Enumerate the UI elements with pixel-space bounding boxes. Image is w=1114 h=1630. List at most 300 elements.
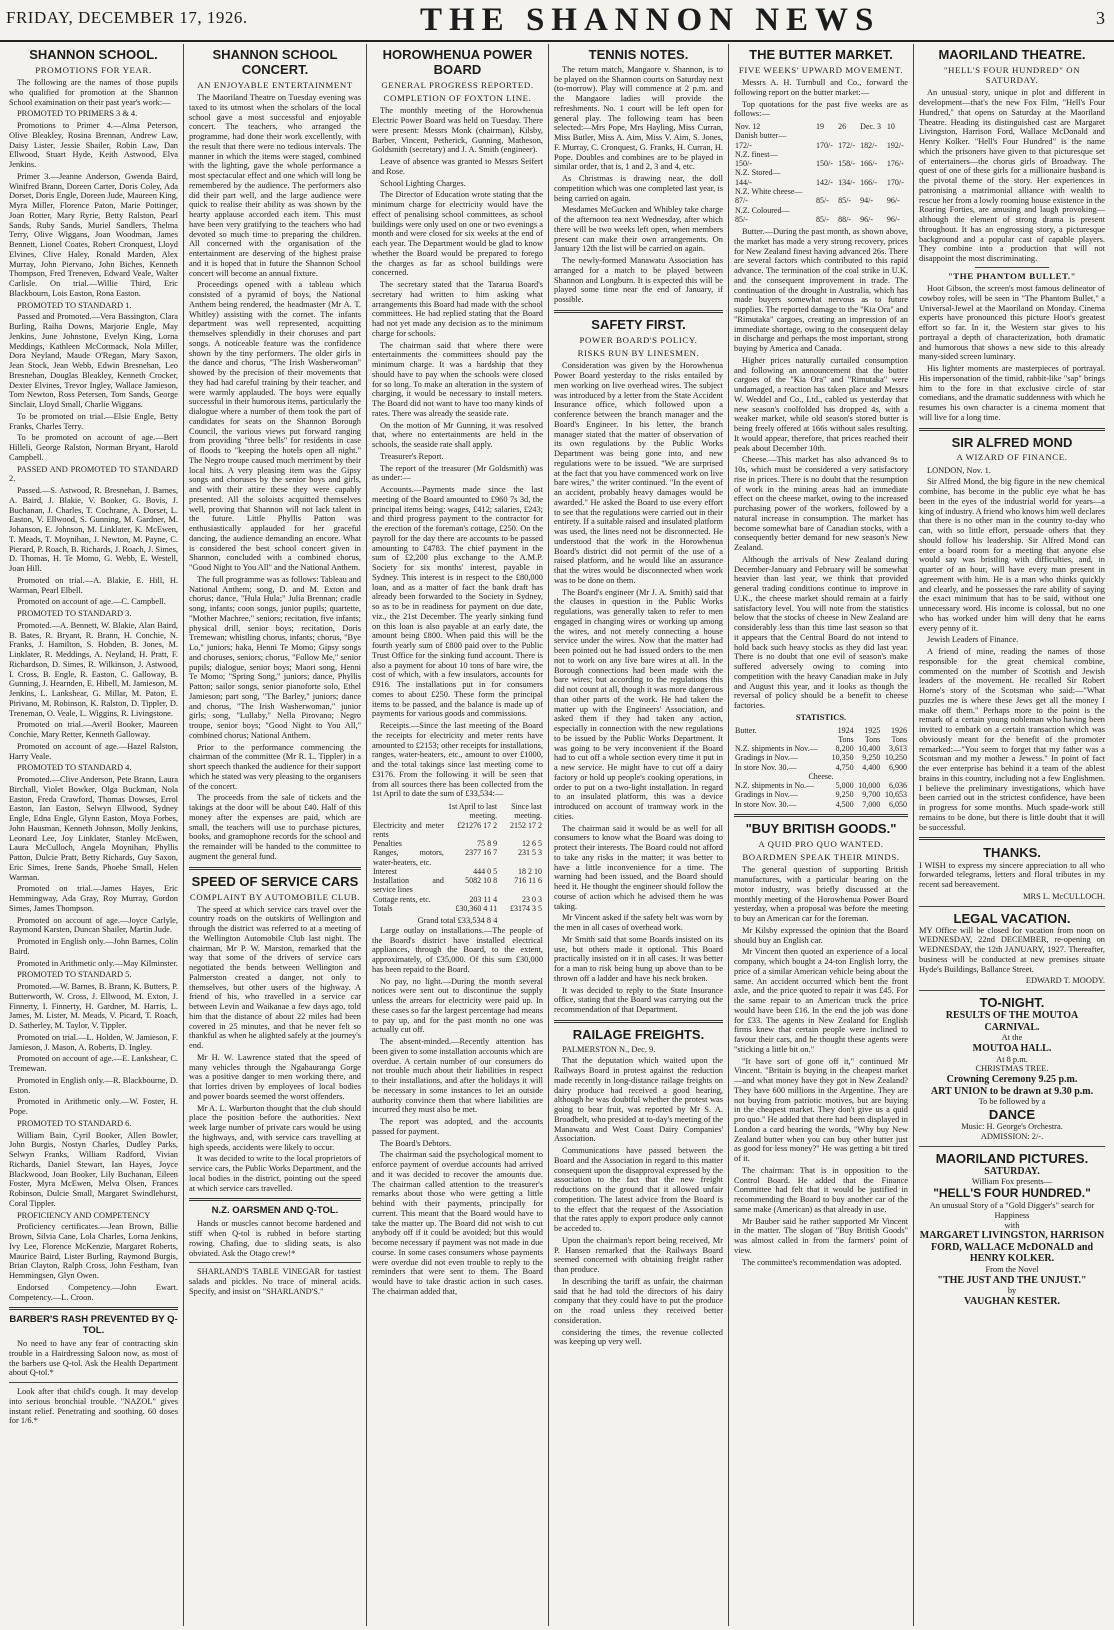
table-row	[734, 753, 908, 762]
table-cell	[886, 168, 908, 177]
table-cell: Danish butter—	[735, 131, 787, 141]
table-row	[372, 904, 543, 913]
ad-line: ART UNION to be drawn at 9.30 p.m.	[930, 1085, 1094, 1097]
ad-line: At the	[1001, 1033, 1023, 1043]
paragraph: Promoted on trial.—L. Holden, W. Jamieson, F. Jamieson, J. Mason, A. Roberts, D. Ingley.	[9, 1032, 178, 1052]
paragraph: Endorsed Competency.—John Ewart. Competency.—L. Croon.	[9, 1282, 178, 1302]
table-cell: N.Z. White cheese—	[735, 187, 803, 196]
table-cell	[837, 168, 859, 177]
column-1	[4, 44, 184, 1626]
ad-line: "THE JUST AND THE UNJUST."	[937, 1274, 1087, 1286]
article-body	[372, 106, 543, 799]
paragraph: Higher prices naturally curtailed consumption and following an announcement that the butter cargoes of the "Kia Ora" and "Rimutaka" were undamaged, a reaction has taken place and Messrs W. Weddel and Co., Ltd., cabled us yesterday that new season's coolfolded has dropped 4s, with a weaker market, while old season's stored butter is being freely offered at 166s without sales resulting. It would appear, therefore, that prices reached their peak about December 10th.	[734, 355, 908, 453]
article-subhead: BOARDMEN SPEAK THEIR MINDS.	[742, 852, 900, 863]
paragraph: Promoted in English only.—R. Blackbourne, D. Eston.	[9, 1075, 178, 1095]
column-5	[729, 44, 914, 1626]
ad-line: with	[1004, 1220, 1020, 1230]
article-headline: "BUY BRITISH GOODS."	[745, 820, 897, 836]
table-cell	[734, 735, 828, 744]
table-cell: Electricity and meter rents	[373, 820, 444, 839]
column-3	[367, 44, 549, 1626]
table-row	[734, 800, 908, 809]
table-header: 1st April to last meeting.	[447, 802, 498, 821]
table-cell	[815, 150, 837, 159]
ad-line: MARGARET LIVINGSTON, HARRISON FORD, WALLACE McDONALD and HENRY KOLKER.	[919, 1230, 1105, 1265]
table-cell	[886, 131, 908, 140]
table-cell: 134/-	[838, 177, 855, 187]
paragraph: Promoted on trial.—James Hayes, Eric Hemmingway, Ada Gray, Roy Murray, Gordon Simes, James Thompson.	[9, 884, 178, 913]
paragraph: Treasurer's Report.	[380, 451, 444, 461]
article-body	[734, 227, 908, 711]
paragraph: PROMOTED TO STANDARD 6.	[17, 1118, 132, 1128]
table-header: Dec. 3	[860, 122, 882, 132]
article-headline: RAILAGE FREIGHTS.	[572, 1026, 705, 1042]
paragraph: PROMOTED TO PRIMERS 3 & 4.	[17, 109, 138, 119]
table-cell	[837, 150, 859, 159]
paragraph: Hoot Gibson, the screen's most famous delineator of cowboy roles, will be seen in "The Phantom Bullet," a Universal-Jewel at the Maoriland on Monday. Cinema experts have pronounced this picture Hoot's greatest effort so far. In it, the Western star gives to his portrayal a depth of characterization, both dramatic and humorous that shows a new side to this already many-sided screen luminary.	[919, 284, 1105, 362]
paragraph: Promoted in Arithmetic only.—May Kilminster.	[17, 958, 178, 968]
divider	[189, 867, 361, 870]
stats-table	[734, 726, 908, 809]
table-row	[734, 159, 908, 168]
article-subhead: AN ENJOYABLE ENTERTAINMENT	[197, 79, 353, 90]
table-cell: 5082 10 8	[465, 876, 498, 886]
table-cell	[837, 131, 859, 140]
butter-quotes-table	[734, 122, 908, 224]
table-cell: 87/-	[735, 196, 748, 206]
table-cell: 182/-	[860, 140, 878, 150]
table-cell: 166/-	[860, 177, 878, 187]
table-cell: N.Z. shipments in Nov.—	[735, 744, 818, 754]
table-header: Since last meeting.	[511, 802, 542, 821]
paragraph: The report of the treasurer (Mr Goldsmith) was as under:—	[372, 463, 543, 483]
article-subhead: COMPLAINT BY AUTOMOBILE CLUB.	[189, 891, 361, 902]
table-cell	[859, 150, 886, 159]
table-header: Tons	[864, 734, 881, 744]
table-header-row	[734, 122, 908, 131]
paragraph: Proceedings opened with a tableau which consisted of a pyramid of boys, the National Anthem being rendered, the headmaster (Mr A. T. Whitley) assisting with the cornet. The infants department was well represented, acquitting themselves splendidly in their choruses and part songs. A noticeable feature was the confidence shown by the tiny performers. The older girls in the dance and chorus, "The Irish Washerwoman" showed by the precision of their movements that they had had careful training by their teacher, and were warmly applauded. The boys were equally successful in their humorous items, particularly the dialogue where a number of them took the part of candidates for seats on the Shannon Borough Council, the various views put forward ranging from providing "three bells" for residents in case of floods to "keeping the hotels open all night." The Negro troupe caused much merriment by their local hits. A very pleasing item was the Gipsy songs and choruses by the senior boys and girls, and with their attire these they were capably presented. All the soloists acquitted themselves well, proving that Shannon will not lack talent in the future. Little Phyllis Patton was enthusiastically applauded for her graceful dancing, the audience demanding an encore. What is considered the best school concert given in Shannon, concluded with a combined chorus, "Good Night to You All" and the National Anthem.	[189, 280, 361, 573]
paragraph: LONDON, Nov. 1.	[927, 465, 991, 475]
table-cell: 9,250	[835, 790, 854, 800]
article-body	[734, 865, 908, 1267]
table-cell: 85/-	[735, 214, 748, 224]
paragraph: Promotions to Primer 4.—Alma Peterson, Olive Bleakley, Rosina Brennan, Andrew Law, Daisy Lister, Jessie Shailer, Robin Law, Dan Ellwood, Stuart Hyde, Keith Astwood, Elva Jenkins.	[9, 121, 178, 170]
ad-line: Music: H. George's Orchestra.	[961, 1122, 1063, 1132]
ad-line: RESULTS OF THE MOUTOA CARNIVAL.	[945, 1010, 1079, 1033]
article-body	[554, 1045, 723, 1326]
table-row	[734, 141, 908, 150]
table-row	[372, 895, 543, 904]
article-subhead: PROMOTIONS FOR YEAR.	[35, 64, 152, 75]
article-body	[372, 926, 543, 1297]
table-cell	[837, 187, 859, 196]
paragraph: The newly-formed Manawatu Association has arranged for a match to be played between Shannon and Longburn. It is expected this will be played some time near the end of January, if possible.	[554, 256, 723, 305]
article-subhead: A WIZARD OF FINANCE.	[956, 452, 1068, 463]
table-cell	[837, 206, 859, 215]
divider	[919, 1146, 1105, 1147]
paragraph: The following are the names of those pupils who qualified for promotion at the Shannon School examination on their past year's work:—	[9, 78, 178, 107]
article-headline: MAORILAND THEATRE.	[938, 47, 1086, 62]
article-headline: SAFETY FIRST.	[591, 316, 686, 332]
paragraph: As Christmas is drawing near, the doll competition which was one completed last year, is being carried on again.	[554, 174, 723, 203]
ad-line: From the Novel	[985, 1265, 1039, 1275]
pictures-ad	[919, 1151, 1105, 1308]
paragraph: It was decided to write to the local proprietors of service cars, the Public Works Department, and the local bodies in the district, pointing out the speed at which service cars travelled.	[189, 1154, 361, 1193]
table-cell: 9,700	[862, 790, 881, 800]
paragraph: PASSED AND PROMOTED TO STANDARD 2.	[9, 464, 178, 484]
table-row	[372, 839, 543, 848]
article-body	[919, 284, 1105, 423]
carnival-ad	[919, 995, 1105, 1142]
table-cell	[859, 131, 886, 140]
table-cell: 96/-	[886, 196, 900, 206]
ad-headline: BARBER'S RASH PREVENTED BY Q-TOL.	[9, 1314, 178, 1337]
table-cell: £21276 17 2	[457, 820, 498, 830]
paragraph: Mr A. L. Warburton thought that the club should place the position before the authorities. Next week large number of private cars would be using the highways, and, with service cars travelling at high speeds, accidents were likely to occur.	[189, 1103, 361, 1152]
table-cell: 150/-	[816, 159, 833, 169]
article-subhead: RISKS RUN BY LINESMEN.	[577, 348, 700, 359]
notice-headline: LEGAL VACATION.	[953, 910, 1071, 926]
paragraph: The Director of Education wrote stating that the minimum charge for electricity would have the effect of penalising school committees, as school buildings were only used on one or two evenings a month and were closed for six weeks at the end of each year. The Department would be glad to know whether the Board would be prepared to forego the charges as far as school buildings were concerned.	[372, 190, 543, 278]
paragraph: The monthly meeting of the Horowhenua Electric Power Board was held on Tuesday. There were present: Messrs Monk (chairman), Kilsby, Barber, Vincent, Petherick, Gunning, Matheson, Goldsmith (secretary) and J. A. Smith (engineer).	[372, 106, 543, 155]
article-headline: SPEED OF SERVICE CARS	[191, 873, 359, 889]
table-cell: 23 0 3	[522, 894, 542, 904]
paragraph: Passed and Promoted.—Vera Bassington, Clara Burling, Raiha Downs, Marjorie Engle, May Jenkins, June Johnstone, Evelyn King, Lorna Meddings, Kathleen McCormack, Nola Miller, Dora Neyland, Maude O'Regan, Mary Saxon, Jean Stock, Jean Webb, Edwin Bresnehan, Leo Bresnehan, Douglas Bleakley, Kenneth Crocker, Dexter Elvines, Trevor Ingley, Wallace Jamieson, Tom Newton, Ross Petersen, Tom Sands, George Sinclair, Lloyd Small, Charlie Wiggans.	[9, 312, 178, 410]
paragraph: Mr Bauber said he rather supported Mr Vincent in the matter. The slogan of "Buy British Goods" was almost called in from the farmers' point of view.	[734, 1216, 908, 1255]
table-cell: Ranges, motors, water-heaters, etc.	[373, 848, 444, 867]
table-cell: 75 8 9	[477, 839, 498, 849]
ad-line: DANCE	[988, 1107, 1036, 1123]
paragraph: To be promoted on trial.—Elsie Engle, Betty Franks, Charles Terry.	[9, 411, 178, 431]
table-row	[734, 206, 908, 215]
table-cell: N.Z. finest—	[735, 149, 778, 159]
table-cell: 170/-	[886, 177, 904, 187]
article-subhead: "HELL'S FOUR HUNDRED" ON SATURDAY.	[943, 64, 1081, 86]
table-body	[372, 821, 543, 914]
article-body	[734, 78, 908, 119]
table-cell: 10,653	[885, 790, 907, 800]
table-header: 26	[838, 122, 847, 132]
paragraph: Mr Kilsby expressed the opinion that the Board should buy an English car.	[734, 925, 908, 945]
table-cell: 10,400	[858, 744, 881, 754]
table-header	[372, 802, 445, 821]
article-subhead: COMPLETION OF FOXTON LINE.	[383, 93, 532, 104]
ad-line: Crowning Ceremony 9.25 p.m.	[946, 1074, 1078, 1086]
table-header: 10	[886, 122, 895, 132]
thanks-notice	[919, 845, 1105, 901]
table-row	[734, 168, 908, 177]
article-body	[189, 905, 361, 1194]
columns	[4, 44, 1110, 1626]
paragraph: Promoted in Arithmetic only.—W. Foster, H. Pope.	[9, 1097, 178, 1117]
paragraph: That the deputation which waited upon the Railways Board in protest against the reduction made recently in long-distance railage freights on dairy produce had received a good hearing, although he was doubtful whether the protest was going to bear fruit, was reported by Mr S. A. Broadbelt, who presided at to-day's meeting of the Manawatu and West Coast Dairy Companies' Association.	[554, 1056, 723, 1144]
article-subhead: "THE PHANTOM BULLET."	[947, 270, 1077, 281]
article-headline: SIR ALFRED MOND	[951, 434, 1073, 450]
table-cell: 10,000	[858, 781, 881, 791]
table-cell	[886, 187, 908, 196]
article-headline: SHANNON SCHOOL CONCERT.	[212, 47, 338, 77]
ad-line: William Fox presents—	[971, 1177, 1053, 1187]
table-row	[734, 196, 908, 205]
table-row	[734, 187, 908, 196]
table-body	[734, 781, 908, 809]
paragraph: The speed at which service cars travel over the country roads on the outskirts of Wellington and through the district was referred to at a meeting of the Wellington Automobile Club last night. The chairman, Mr P. W. Marston, remarked that the way that some of the drivers of service cars negotiated the bends between Wellington and Palmerston created a danger, not only to themselves, but other users of the highway. A friend of his, who travelled in a service car between Levin and Waikanae a few days ago, told him that the distance of about 22 miles had been covered in 25 minutes, and that he never felt so thankful as when he alighted safely at the journey's end.	[189, 904, 361, 1051]
table-cell	[815, 206, 837, 215]
table-row	[734, 215, 908, 224]
article-body	[189, 93, 361, 862]
ad-line: An unusual Story of a "Gold Digger's" search for Happiness	[929, 1201, 1095, 1220]
divider	[919, 990, 1105, 991]
table-cell: 96/-	[886, 214, 900, 224]
paragraph: Proficiency certificates.—Jean Brown, Billie Brown, Silvia Cane, Lola Charles, Lorna Jenkins, Ivy Lee, Florence McKenzie, Margaret Roberts, Maurice Baird, Lister Burling, Raymond Burgis, Brian Clayton, Ralph Cross, John Festham, Ivan Hemmingsen, Glyn Owen.	[9, 1222, 178, 1281]
divider	[919, 906, 1105, 907]
table-header-row	[372, 802, 543, 821]
paragraph: PROMOTED TO STANDARD 1.	[17, 300, 132, 310]
paragraph: Primer 3.—Jeanne Anderson, Gwenda Baird, Winifred Brann, Doreen Carter, Doris Coley, Ada Dorset, Doris Engle, Doreen Jude, Maureen King, Myra Miller, Florence Paton, Marie Pottinger, Joan Rotter, Mary Ryrie, Betty Ralston, Pearl Sands, Ruby Sands, Muriel Sandlers, Thelma Terry, Olive Wiggans, Joan Woodman, James Bennett, Lionel Coates, Robert Cronquest, Lloyd Elvines, Clive Haley, Ronald Marden, Alex Murray, John Piervano, John Biches, Kenneth Thompson, Fred Treneven, Edward Veale, Walter Carlisle. On trial.—Willie Third, Eric Blackbourn, Lois Easton, Rona Easton.	[9, 171, 178, 298]
table-cell: N.Z. shipments in No.—	[735, 781, 815, 791]
table-row	[734, 781, 908, 790]
paragraph: In describing the tariff as unfair, the chairman said that he had told the directors of his dairy company that they could have to put the produce on the road unless they received better consideration.	[554, 1276, 723, 1325]
divider	[554, 1020, 723, 1023]
ad-line: To be followed by a	[978, 1097, 1046, 1107]
paragraph: Promoted.—W. Barnes, B. Brann, K. Butters, P. Butterworth, W. Cross, J. Ellwood, M. Exton, J. Finnerty, I. Finnerty, H. Gardner, M. Harris, L. James, M. Lister, M. Meads, V. Picard, T. Roach, D. Satherley, M. Taylor, V. Tippler.	[9, 982, 178, 1031]
table-cell: 170/-	[816, 140, 833, 150]
table-cell: 9,250	[862, 753, 881, 763]
table-header-row	[734, 735, 908, 744]
table-cell: Butter.	[735, 725, 757, 735]
paragraph: Although the arrivals of New Zealand during December-January and February will be somewhat heavier than last year, we think that provided general trading conditions continue to improve in U.K., the cheese market should remain at a fairly satisfactory level. You will note from the statistics below that the stocks of cheese in New Zealand are considerably less than this time last season so that it appears that the Central Board do not intend to hold back such heavy stocks as they did last year. There is no doubt that one evil of season's make suffered adversely owing to coming into competition with the heavy Canadian make in July and August this year, and it looks as though the reversal of policy should be a benefit to cheese factories.	[734, 554, 908, 711]
table-row	[734, 150, 908, 159]
notice-signature: MRS L. McCULLOCH.	[1023, 891, 1105, 901]
paragraph: The secretary stated that the Tararua Board's secretary had written to him asking what arrangements this Board had made with the school committees. He had replied stating that the Board had not yet made any decision as to the minimum charge for schools.	[372, 280, 543, 338]
paragraph: The chairman said the psychological moment to enforce payment of overdue accounts had arrived and it was decided to recover the amounts due. The chairman called attention to the treasurer's remarks about those who were getting a little behind with their payments, principally for current. This meant that the Board would have to take the matter up. The Board did not wish to cut anybody off if it could be avoided; but this would become necessary if payment was not made in due course. In some cases consumers whose payments were overdue did not even trouble to reply to the reminders that were sent to them. The Board would have to take drastic action in such cases. The chairman added that,	[372, 1150, 543, 1296]
paragraph: On the motion of Mr Gunning, it was resolved that, where no entertainments are held in the schools, the seaside rate shall apply.	[372, 420, 543, 450]
paragraph: Sir Alfred Mond, the big figure in the new chemical combine, has become in the public eye what he has been in the eyes of the industrial world for years—a king of industry. A friend who knows him well declares that there is no other man in the country to-day who can, with so little effort, persuade others that they should follow his leadership. Sir Alfred Mond can enter a board room for a meeting that anyone else would say was bristling with difficulties, and, in quarter of an hour, will have every man present in agreement with him. He is a man who thinks quickly and clearly, and he possesses the rare ability of saying the exact minimum that has to be said, without one unnecessary word. His income is colossal, but no one who has worked under him will deny that he earns every penny of it.	[919, 477, 1106, 633]
paragraph: Messrs A. H. Turnbull and Co., forward the following report on the butter market:—	[734, 78, 908, 97]
paragraph: Butter.—During the past month, as shown above, the market has made a very strong recovery, prices for New Zealand finest having advanced 26s. There are several factors which contributed to this rapid advance. The termination of the coal strike in U.K. and the consequent improvement in trade. The continuation of the drought in Australia, which has made buyers somewhat nervous as to future supplies. The reported damage to the "Kia Ora" and "Rimutaka" cargoes, creating an impression of an immediate shortage, owing to the consequent delay in discharge and perhaps the most important, strong buying by America and Canada.	[734, 227, 908, 354]
paragraph: It was decided to reply to the State Insurance office, stating that the Board was carrying out the recommendation of that Department.	[554, 985, 723, 1015]
article-subhead: POWER BOARD'S POLICY.	[579, 334, 698, 345]
column-6	[914, 44, 1110, 1626]
divider	[189, 1198, 361, 1201]
table-cell: 10,250	[885, 753, 907, 763]
paragraph: Promoted on trial.—Averil Booker, Maureen Conchie, Mary Retter, Kenneth Galloway.	[9, 720, 178, 740]
divider	[9, 1382, 178, 1383]
paragraph: Cheese.—This market has also advanced 9s to 10s, which must be considered a very satisfactory rise in prices. There is no doubt that the resumption of work in the mining areas had an immediate effect on the cheese market, owing to the increased purchasing power of the workers, followed by a natural increase in consumption. The market has become somewhat bare of Canadian stocks, with a consequently better demand for new season's New Zealand.	[734, 455, 908, 553]
table-cell: 7,000	[862, 799, 881, 809]
paragraph: A friend of mine, reading the names of those responsible for the great chemical combine, commented on the number of Scottish and Jewish leaders of the movement. He recalled Sir Robert Horne's story of the Scotsman who said:—"What puzzles me is where these Jews get all the money I make off them." Perhaps more to the point is the remark of a certain young nobleman who having been invited to embark on a certain transaction which was obviously meant for the benefit of the promoter remarked:—"You seem to forget that my father was a Scotsman and my mother a Jewess." In point of fact the ever enterprise has behind it a team of the ablest brains in this country, including not a few Englishmen. I believe the preliminary investigations, which have been carried out in the strictest confidence, have been in progress for some months. Much spade-work still remains to be done, but there is little doubt that it will be successful.	[919, 647, 1105, 832]
table-row	[734, 131, 908, 140]
paragraph: Promoted on account of age.—Joyce Carlyle, Raymond Karsten, Duncan Shailer, Martin Jude.	[9, 915, 178, 935]
ad-body: Hands or muscles cannot become hardened and stiff when Q-tol is rubbed in before starting rowing. Chafing, due to sliding seats, is also obviated. Ask the Otago crew!*	[189, 1219, 361, 1258]
table-cell: 2377 16 7	[465, 848, 498, 858]
paragraph: Leave of absence was granted to Messrs Seifert and Rose.	[372, 157, 543, 176]
stats-title: STATISTICS.	[795, 712, 847, 722]
divider	[734, 814, 908, 817]
table-cell: 192/-	[886, 140, 904, 150]
ad-headline: TO-NIGHT.	[979, 995, 1045, 1011]
table-row	[734, 744, 908, 753]
divider	[919, 837, 1105, 840]
ad-body: No need to have any fear of contracting skin trouble in a Hairdressing Saloon now, as most of the barbers use Q-tol. Ask the Health Department about Q-tol.*	[9, 1339, 178, 1378]
paragraph: Promoted on account of age.—Hazel Ralston, Harry Veale.	[9, 741, 178, 761]
paragraph: Mr Vincent asked if the safety belt was worn by the men in all cases of overhead work.	[554, 913, 723, 933]
paragraph: The report was adopted, and the accounts passed for payment.	[372, 1117, 543, 1136]
table-cell: 6,900	[889, 762, 907, 772]
ad-line: SATURDAY.	[984, 1165, 1040, 1177]
table-cell: Cottage rents, etc.	[373, 894, 431, 904]
newspaper-title: THE SHANNON NEWS	[420, 2, 881, 38]
paragraph: No pay, no light.—During the month several notices were sent out to discontinue the supply unless the arrears for electricity were paid up. In these cases so far the largest percentage had means to pay up, and for the past month no one was actually cut off.	[372, 976, 543, 1035]
ad-body: SHARLAND'S TABLE VINEGAR for tastiest salads and pickles. No trace of mineral acids. Specify, and insist on "SHARLAND'S."	[189, 1267, 361, 1296]
article-body	[9, 78, 178, 1302]
paragraph: An unusual story, unique in plot and different in development—that's the new Fox Film, "Hell's Four Hundred," that opens on Saturday at the Maoriland Theatre. Heading its distinguished cast are Margaret Livingston, Harrison Ford, Wallace McDonald and Henry Kolker. "Hell's Four Hundred" is the name which the prisoners have given to that picturesque set of entertainers—the chorus girls of Broadway. The quest of one of these girls for a millionaire husband is the pivotal theme of the story. Her experiences in patronising a matrimonial alliance with wealth to rescue her from a lowly rooming house existence in the Roaring Forties, are amusing and laugh provoking—although the element of strong drama is present throughout. It has an engrossing story, a picturesque background and a popular cast of capable players. They combine into a production that will not disappoint the most discriminating.	[919, 88, 1105, 264]
ad-line: VAUGHAN KESTER.	[964, 1296, 1060, 1308]
article-headline: THE BUTTER MARKET.	[749, 47, 893, 62]
table-cell: In store Nov. 30.—	[735, 799, 797, 809]
paragraph: School Lighting Charges.	[380, 178, 466, 188]
column-4	[549, 44, 729, 1626]
table-header: Tons	[891, 734, 907, 744]
paragraph: Jewish Leaders of Finance.	[927, 635, 1019, 645]
paragraph: The full programme was as follows: Tableau and National Anthem; song, D. and M. Exton and chorus; dance, "Hula Hula;" Julia Brennan; cradle song, infants; coon songs, junior pupils; quartette, "Mother Machree," seniors; recitation, five infants; physical drill, senior boys; recitation, Doris Tremewan; whistling chorus, infants; chorus, "Bye Lo," juniors; haka, Henni Te Momo; Gipsy songs and choruses, seniors; chorus, "Follow Me," senior pupils; dialogue, senior boys; Maori song, Henni Te Momo; "Spring Song," juniors; dance, Phyllis Patton; sailor songs, senior pianoforte solo, Ethel Jamieson; part song, "The Barley," juniors; dance and chorus, "The Irish Washerwoman," junior girls; song, "Lullaby," Nella Pirovano; Negro troupe, senior boys; "Good Night to You All," combined chorus; National Anthem.	[189, 574, 361, 740]
paragraph: The committee's recommendation was adopted.	[742, 1257, 902, 1267]
grand-total: Grand total £33,534 8 4	[417, 916, 498, 926]
paragraph: The Board's engineer (Mr J. A. Smith) said that the clauses in question in the Public Works regulations, was generally taken to refer to men engaged in changing wires or working up among the wires, and not merely connecting a house service under the wires. Now that the matter had been pointed out he had issued orders to the men not to work on any live bare wires at all. In the Borough connections had been made with the bare wires; but according to the regulations this did not count at all, though it was more dangerous than other parts of the work. He had taken the matter up with the Engineers' Association, and asked them if they had taken any action, especially in connection with the new regulations to be issued by the Public Works Department. It was going to be very inconvenient if the Board had to cut off a whole section every time it put in a new service. He might have to cut off a dairy factory or hold up people's cooking operations, in order to put on a two-light installation. In regard to an insulated platform, this was a device introduced on account of tramway work in the cities.	[554, 587, 723, 821]
table-cell: 3,613	[889, 744, 907, 754]
table-cell: 203 11 4	[469, 894, 498, 904]
table-cell: 85/-	[816, 196, 829, 206]
table-header: 1924	[837, 725, 854, 735]
table-cell: 6,050	[889, 799, 907, 809]
table-cell	[886, 206, 908, 215]
paragraph: His lighter moments are masterpieces of portrayal. His impersonation of the timid, rabbit-like "sap" brings him to the fore in that exclusive circle of star comedians, and the dramatic suddenness with which he resumes his own character is a cinema moment that will live for a long time.	[919, 364, 1105, 422]
table-cell: 150/-	[735, 159, 752, 169]
paragraph: "It have sort of gone off it," continued Mr Vincent. "Britain is buying in the cheapest market—and what money have they got in New Zealand? They have 600 millions in the Argentine. They are not buying from patriotic motives, but are buying in the cheapest market. They don't give us a quid pro quo." He added that there had been displayed in London a card bearing the words, "Why buy New Zealand butter when you can buy other butter just as good for less money?" He was getting a bit tired of it.	[734, 1056, 908, 1164]
paragraph: Mesdames McGucken and Whibley take charge of the afternoon tea next Wednesday, after which there will be two weeks left open, when members present can make their own arrangements. On January 12th the list will be carried on again.	[554, 205, 723, 254]
table-body	[734, 131, 908, 224]
paragraph: To be promoted on account of age.—Bert Hilleli, George Ralston, Norman Bryant, Harold Campbell.	[9, 433, 178, 462]
article-subhead: A QUID PRO QUO WANTED.	[758, 838, 884, 849]
table-cell	[859, 187, 886, 196]
table-cell: 96/-	[860, 214, 874, 224]
table-cell: 85/-	[838, 196, 851, 206]
masthead	[0, 0, 1114, 42]
table-cell	[815, 131, 837, 140]
paragraph: PROMOTED TO STANDARD 4.	[17, 763, 132, 773]
notice-signature: EDWARD T. MOODY.	[1025, 976, 1105, 986]
table-header: Tons	[838, 734, 854, 744]
paragraph: Consideration was given by the Horowhenua Power Board yesterday to the risks entailed by men working on live overhead wires. The subject was introduced by a letter from the State Accident Insurance office, which followed upon a conference between the branch manager and the Board's Engineer. In his letter, the branch manager stated that the matter of observation of its own regulations by the Public Works Department was being gone into, and new regulations were to be issued. "We are surprised at the fact that you have commenced work on live bare wires," the writer continued. "In the event of an accident, probably heavy damages would be awarded." He asked the Board to use every effort to see that the regulations were carried out in their entirety. If a suitable raised and insulated platform was used, the lines need not be disconnected. He understood that the work in the Horowhenua Board's district did not permit of the use of a raised platform, and he would like an assurance that the wires would be disconnected when work was to be done on them.	[554, 361, 723, 585]
ad-headline: N.Z. OARSMEN AND Q-TOL.	[211, 1205, 339, 1217]
article-body	[919, 466, 1105, 833]
table-row	[734, 763, 908, 772]
article-headline: SHANNON SCHOOL.	[29, 47, 158, 62]
paragraph: The proceeds from the sale of tickets and the takings at the door will be about £40. Half of this money after the expenses are paid, which are small, the teachers will use to purchase pictures, books, and gramophone records for the school and the remainder will be handed to the committee to augment the general fund.	[189, 793, 361, 861]
paragraph: Passed.—S. Astwood, R. Bresnehan, J. Barnes, A. Baird, J. Blakie, V. Booker, G. Bovis, J. Buchanan, J. Charles, T. Cochrane, A. Dorset, L. Easton, V. Ellwood, S. Gunning, M. Gardner, M. Johanson, E. Johnson, M. Linklater, K. McEwen, T. Meads, T. Moynihan, J. Newton, M. Payne, C. Pierard, P. Roach, B. Richards, J. Roach, J. Simes, D. Thomas, H. Te Momo, G. Webb, E. Westell, Joan Hill.	[9, 486, 178, 574]
table-cell: In store Nov. 30.—	[735, 762, 797, 772]
table-cell: 5,000	[835, 781, 854, 791]
table-cell: 18 2 10	[518, 866, 542, 876]
ad-line: CHRISTMAS TREE.	[975, 1064, 1049, 1074]
paragraph: The Maoriland Theatre on Tuesday evening was taxed to its utmost when the scholars of the local school gave a most successful and enjoyable concert. The teachers, who arranged the programme, had done their work excellently, with the result that there were no tedious intervals. The manner in which the items were staged, combined with the lighting, gave the whole performance a most spectacular effect and one which will long be remembered by the audience. The performers also did their part well, and the large audience were quick to realise their ability as was shown by the hearty applause accorded each item. This must have been very gratifying to the teachers who had devoted so much time to preparing the children. All concerned with the organisation of the entertainment are deserving of the highest praise and it is hoped that in future the Shannon School concert will become an annual fixture.	[189, 93, 361, 278]
article-body	[554, 361, 723, 1015]
paragraph: Upon the chairman's report being received, Mr P. Hansen remarked that the Railways Board seemed concerned with obtaining freight rather than produce.	[554, 1235, 723, 1275]
ad-line: MOUTOA HALL.	[972, 1043, 1052, 1055]
table-cell: Penalties	[373, 839, 402, 849]
table-cell: 2152 17 2	[510, 820, 542, 830]
notice-body: I WISH to express my sincere appreciation to all who forwarded telegrams, letters and floral tributes in my recent sad bereavement.	[919, 860, 1105, 890]
table-cell	[815, 168, 837, 177]
table-cell: Totals	[373, 903, 393, 913]
paragraph: PROMOTED TO STANDARD 5.	[17, 970, 132, 980]
paragraph: Accounts.—Payments made since the last meeting of the Board amounted to £960 7s 3d, the principal items being: wages, £412; salaries, £243; and third progress payment to the contractor for the erection of the foreman's cottage, £250. On the payroll for the day there are accounts to be passed amounting to £4783. The chief payment in the sum of £2,200 plus exchange to the A.M.P. Society for six months' interest, payable in Sydney. This interest is in respect to the £80,000 loan, and as a matter of fact the bank draft has already been forwarded to the Society in Sydney, so as to be in readiness for payment on due date, viz., the 21st December. The yearly sinking fund on this loan is also payable at an early date, the amount being £800. When paid this will be the fourth yearly sum of £800 paid over to the Public Trust Office for the sinking fund account. There is also a payment for about 10 tons of bare wire, the cost of which, with a few insulators, accounts for £916. The installations put in for consumers comes to about £250. These form the principal items to be passed, and the balance is made up of payments for various goods and commissions.	[372, 485, 543, 719]
table-body	[734, 744, 908, 772]
table-cell: Installation and service lines	[373, 876, 444, 895]
article-subhead: FIVE WEEKS' UPWARD MOVEMENT.	[738, 64, 904, 75]
ad-body: Look after that child's cough. It may develop into serious bronchial trouble. "NAZOL" gives instant relief. Penetrating and soothing. 60 doses for 1/6.*	[9, 1387, 178, 1426]
divider	[554, 310, 723, 313]
table-cell: 4,750	[835, 762, 854, 772]
table-header-row	[734, 726, 908, 735]
table-header: Nov. 12	[735, 122, 761, 132]
article-continuation: considering the times, the revenue collected was keeping up very well.	[554, 1327, 723, 1347]
table-cell: N.Z. Stored—	[735, 168, 781, 178]
paragraph: The return match, Mangaore v. Shannon, is to be played on the Shannon courts on Saturday next (to-morrow). Play will commence at 2 p.m. and the Mangaore ladies will provide the refreshments. No. 1 court will be left open for general play. The following team has been selected:—Mrs Pope, Mrs Hayling, Miss Curran, Miss Butler, Miss A. Aim, Miss V. Aim, S. Jones, F. Murray, C. Cronquest, G. Franks, H. Curran, H. Pope. Doubles and combines are to be played in similar order, that is, 1 and 2, 3 and 4, etc.	[554, 64, 723, 172]
paragraph: The chairman said it would be as well for all consumers to know what the Board was doing to protect their interests. The Board could not afford to take any risks in the matter; it was better to have a little inconvenience for a time. The warning had been issued, and the Board should heed it. He thought the engineer should follow the course of action which he advised them he was taking.	[554, 823, 723, 911]
paragraph: The Board's Debtors.	[380, 1138, 452, 1148]
article-body	[919, 88, 1105, 264]
divider	[975, 267, 1049, 268]
article-subhead: GENERAL PROGRESS REPORTED.	[381, 79, 534, 90]
paragraph: Promoted on account of age.—E. Lankshear, C. Tremewan.	[9, 1054, 178, 1074]
table-cell: 158/-	[838, 159, 855, 169]
paragraph: The general question of supporting British manufactures, with a particular bearing on the motor industry, was briefly discussed at the monthly meeting of the Horowhenua Power Board yesterday, when a proposal was before the meeting to buy an American car for the foreman.	[734, 865, 908, 924]
table-cell: 88/-	[838, 214, 851, 224]
paragraph: Communications have passed between the Board and the Association in regard to this matter consequent upon the disapproval expressed by the association to the fact that the new freight reductions on the ground that it allowed unfair competition. The latest advice from the Board is to the effect that the request of the Association that the rates apply to export produce only cannot be acceded to.	[554, 1146, 723, 1234]
paragraph: The absent-minded.—Recently attention has been given to some installation accounts which are overdue. A certain number of our consumers do not trouble much about their liabilities in respect to their installations, and after the holidays it will be necessary in some instances to let an outside authority convince them that where liabilities are incurred they must also be met.	[372, 1037, 543, 1115]
paragraph: Promoted in English only.—John Barnes, Colin Baird.	[9, 937, 178, 956]
paragraph: PROMOTED TO STANDARD 3.	[17, 609, 132, 619]
table-cell	[815, 187, 837, 196]
table-cell: 172/-	[838, 140, 855, 150]
table-cell: 166/-	[860, 159, 878, 169]
table-cell: 176/-	[886, 159, 904, 169]
table-cell: N.Z. Coloured—	[735, 205, 790, 215]
table-row	[372, 867, 543, 876]
table-cell: 716 11 6	[514, 876, 542, 886]
table-header: 19	[816, 122, 825, 132]
table-row	[372, 821, 543, 840]
ad-line: by	[1007, 1286, 1017, 1296]
table-cell: £3174 3 5	[510, 903, 542, 913]
table-row	[734, 790, 908, 799]
paragraph: Mr Smith said that some Boards insisted on its use, but others made it optional. This Board practically insisted on it in all cases. It was better for a man to risk being hung up above than to be thrown off a ladder and have his neck broken.	[554, 934, 723, 983]
table-cell: 172/-	[735, 140, 752, 150]
paragraph: The chairman said that where there were entertainments the committees should pay the minimum charge. It was a hardship that they should have to pay when the schools were closed for so long. To make an alteration in the system of charging, it would be necessary to install meters. The Board did not want to have too many kinds of rates. There was already the seaside rate.	[372, 340, 543, 418]
table-cell: 231 5 3	[518, 848, 542, 858]
table-cell: 144/-	[735, 177, 752, 187]
table-cell: 10,350	[831, 753, 854, 763]
page-number: 3	[1096, 8, 1105, 28]
paragraph: Prior to the performance commencing the chairman of the committee (Mr R. L. Tippler) in a short speech thanked the audience for their support which he stated was very pleasing to the organisers of the concert.	[189, 742, 361, 791]
table-cell: Gradings in Nov.—	[735, 790, 798, 800]
ad-line: "HELL'S FOUR HUNDRED."	[933, 1186, 1091, 1201]
paragraph: Mr H. W. Lawrence stated that the speed of many vehicles through the Ngahauranga Gorge was a positive danger to men working there, and that lorries driven by employees of local bodies and power boards seemed the worst offenders.	[189, 1052, 361, 1101]
table-header: 1925	[864, 725, 881, 735]
table-cell: 94/-	[860, 196, 874, 206]
article-body	[554, 65, 723, 305]
